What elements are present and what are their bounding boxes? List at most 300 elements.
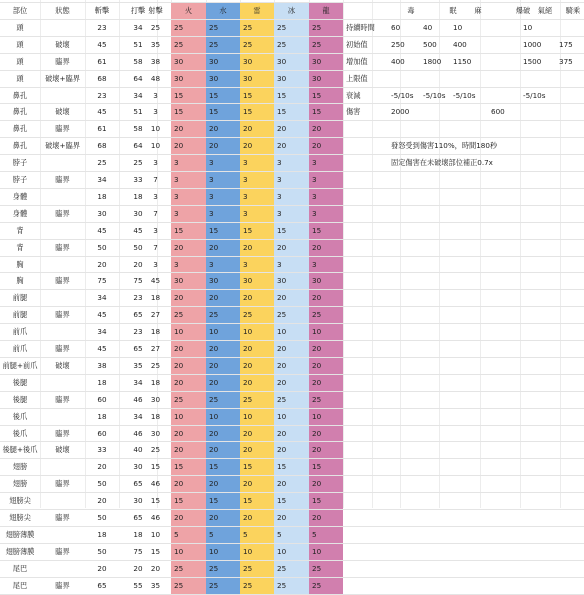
status-value: -5/10s bbox=[523, 90, 546, 100]
table-row bbox=[0, 289, 584, 306]
element-cell: 3 bbox=[171, 188, 206, 205]
element-cell: 20 bbox=[171, 374, 206, 391]
table-row bbox=[0, 171, 584, 188]
status-value bbox=[450, 103, 484, 120]
element-cell: 25 bbox=[309, 19, 343, 36]
physical-cell: 35 bbox=[150, 39, 161, 49]
element-cell: 3 bbox=[309, 205, 343, 222]
element-cell: 3 bbox=[309, 154, 343, 171]
element-cell: 20 bbox=[274, 239, 309, 256]
physical-cell: 45 bbox=[97, 39, 107, 49]
physical-cell: 18 bbox=[150, 377, 161, 387]
element-cell: 20 bbox=[309, 239, 343, 256]
status-value bbox=[488, 36, 522, 53]
column-header: 射擊 bbox=[148, 6, 163, 15]
element-cell: 3 bbox=[309, 256, 343, 273]
grid-hline bbox=[0, 509, 584, 510]
element-cell: 3 bbox=[309, 171, 343, 188]
status-row bbox=[0, 87, 584, 104]
status-value: 375 bbox=[559, 56, 573, 66]
part-cell: 翅膀薄膜 bbox=[5, 546, 35, 556]
element-cell: 25 bbox=[309, 306, 343, 323]
status-label: 上限值 bbox=[346, 73, 368, 83]
element-cell: 10 bbox=[206, 543, 240, 560]
element-cell: 10 bbox=[309, 543, 343, 560]
element-cell: 20 bbox=[309, 441, 343, 458]
element-cell: 25 bbox=[274, 577, 309, 594]
status-value: 2000 bbox=[391, 107, 410, 117]
element-cell: 20 bbox=[171, 475, 206, 492]
grid-hline bbox=[0, 256, 584, 257]
element-cell: 20 bbox=[240, 289, 274, 306]
element-cell: 3 bbox=[274, 171, 309, 188]
element-cell: 30 bbox=[309, 70, 343, 87]
element-cell: 3 bbox=[171, 256, 206, 273]
element-cell: 5 bbox=[240, 526, 274, 543]
element-cell: 30 bbox=[309, 272, 343, 289]
physical-cell: 30 bbox=[133, 462, 143, 472]
physical-cell: 34 bbox=[133, 377, 143, 387]
state-cell: 臨界 bbox=[55, 344, 70, 353]
part-cell: 脖子 bbox=[12, 175, 28, 184]
table-row bbox=[0, 560, 584, 577]
table-row bbox=[0, 374, 584, 391]
physical-cell: 30 bbox=[133, 496, 143, 506]
element-cell: 20 bbox=[240, 441, 274, 458]
element-cell: 20 bbox=[240, 475, 274, 492]
physical-cell: 30 bbox=[97, 208, 107, 218]
grid-hline bbox=[0, 120, 584, 121]
physical-cell: 61 bbox=[97, 56, 107, 66]
status-value: 1500 bbox=[523, 56, 542, 66]
status-row bbox=[0, 70, 584, 87]
element-cell: 15 bbox=[240, 103, 274, 120]
element-cell: 5 bbox=[274, 526, 309, 543]
element-cell: 10 bbox=[240, 323, 274, 340]
physical-cell: 46 bbox=[133, 428, 143, 438]
physical-cell: 7 bbox=[153, 242, 158, 252]
physical-cell: 50 bbox=[97, 513, 107, 522]
table-row bbox=[0, 408, 584, 425]
state-cell: 臨界 bbox=[55, 242, 70, 252]
status-label: 持續時間 bbox=[346, 22, 375, 32]
state-cell: 破壞+臨界 bbox=[45, 73, 80, 83]
physical-cell: 3 bbox=[153, 191, 158, 201]
element-cell: 25 bbox=[274, 36, 309, 53]
element-cell: 15 bbox=[309, 103, 343, 120]
element-cell: 30 bbox=[206, 272, 240, 289]
physical-cell: 20 bbox=[97, 563, 107, 573]
element-cell: 30 bbox=[309, 53, 343, 70]
column-header: 部位 bbox=[12, 6, 28, 15]
part-cell: 背 bbox=[16, 225, 24, 235]
status-value bbox=[420, 70, 454, 87]
state-cell: 臨界 bbox=[55, 124, 70, 134]
element-cell: 10 bbox=[309, 408, 343, 425]
element-cell: 25 bbox=[171, 19, 206, 36]
element-cell: 10 bbox=[274, 408, 309, 425]
element-cell: 20 bbox=[240, 120, 274, 137]
state-cell: 破壞+臨界 bbox=[45, 141, 80, 151]
physical-cell: 34 bbox=[133, 22, 143, 32]
table-row bbox=[0, 272, 584, 289]
physical-cell: 7 bbox=[153, 175, 158, 184]
element-cell: 15 bbox=[274, 222, 309, 239]
element-cell: 10 bbox=[171, 408, 206, 425]
element-cell: 20 bbox=[274, 357, 309, 374]
status-value: -5/10s bbox=[453, 90, 476, 100]
physical-cell: 30 bbox=[150, 394, 161, 404]
element-cell: 20 bbox=[171, 289, 206, 306]
element-cell: 30 bbox=[274, 272, 309, 289]
part-cell: 後腿 bbox=[12, 394, 28, 404]
physical-cell: 45 bbox=[133, 225, 143, 235]
column-header: 雷 bbox=[240, 2, 274, 19]
physical-cell: 18 bbox=[150, 327, 161, 337]
element-cell: 25 bbox=[206, 36, 240, 53]
element-cell: 3 bbox=[240, 256, 274, 273]
element-cell: 15 bbox=[240, 492, 274, 509]
table-row bbox=[0, 391, 584, 408]
element-cell: 25 bbox=[240, 577, 274, 594]
physical-cell: 3 bbox=[153, 225, 158, 235]
element-cell: 10 bbox=[274, 543, 309, 560]
status-value bbox=[388, 70, 422, 87]
element-cell: 3 bbox=[206, 188, 240, 205]
grid-hline bbox=[0, 306, 584, 307]
physical-cell: 25 bbox=[150, 22, 161, 32]
element-cell: 10 bbox=[240, 543, 274, 560]
state-cell: 臨界 bbox=[55, 580, 70, 590]
element-cell: 15 bbox=[274, 492, 309, 509]
part-cell: 頭 bbox=[16, 39, 24, 49]
physical-cell: 75 bbox=[133, 546, 143, 556]
element-cell: 30 bbox=[274, 70, 309, 87]
status-value: 1000 bbox=[523, 39, 542, 49]
element-cell: 20 bbox=[274, 509, 309, 526]
grid-hline bbox=[0, 272, 584, 273]
physical-cell: 15 bbox=[150, 546, 161, 556]
status-header-row bbox=[0, 2, 584, 19]
element-cell: 20 bbox=[240, 357, 274, 374]
element-cell: 3 bbox=[240, 188, 274, 205]
element-cell: 10 bbox=[171, 543, 206, 560]
grid-hline bbox=[0, 188, 584, 189]
state-cell: 臨界 bbox=[55, 394, 70, 404]
part-cell: 前腿 bbox=[12, 293, 28, 303]
physical-cell: 50 bbox=[97, 546, 107, 556]
status-value bbox=[488, 87, 522, 104]
element-cell: 3 bbox=[206, 154, 240, 171]
element-cell: 15 bbox=[274, 103, 309, 120]
physical-cell: 18 bbox=[133, 191, 143, 201]
physical-cell: 50 bbox=[97, 242, 107, 252]
physical-cell: 60 bbox=[97, 394, 107, 404]
element-cell: 15 bbox=[309, 458, 343, 475]
element-cell: 20 bbox=[309, 374, 343, 391]
status-value: 1800 bbox=[423, 56, 442, 66]
element-cell: 25 bbox=[206, 560, 240, 577]
physical-cell: 33 bbox=[133, 175, 143, 184]
physical-cell: 30 bbox=[150, 428, 161, 438]
status-row bbox=[0, 19, 584, 36]
element-cell: 20 bbox=[206, 509, 240, 526]
element-cell: 15 bbox=[171, 87, 206, 104]
element-cell: 25 bbox=[274, 391, 309, 408]
element-cell: 10 bbox=[309, 323, 343, 340]
table-row bbox=[0, 475, 584, 492]
physical-cell: 65 bbox=[133, 344, 143, 353]
physical-cell: 65 bbox=[133, 479, 143, 489]
element-cell: 20 bbox=[206, 357, 240, 374]
physical-cell: 46 bbox=[133, 394, 143, 404]
physical-cell: 46 bbox=[150, 479, 161, 489]
element-cell: 15 bbox=[240, 458, 274, 475]
part-cell: 鼻孔 bbox=[12, 124, 28, 134]
element-cell: 20 bbox=[309, 120, 343, 137]
physical-cell: 65 bbox=[133, 513, 143, 522]
state-cell: 臨界 bbox=[55, 546, 70, 556]
element-cell: 20 bbox=[274, 475, 309, 492]
element-cell: 15 bbox=[206, 492, 240, 509]
physical-cell: 40 bbox=[133, 445, 143, 455]
element-cell: 20 bbox=[206, 425, 240, 442]
part-cell: 翅膀尖 bbox=[9, 513, 31, 522]
status-value bbox=[556, 103, 584, 120]
physical-cell: 51 bbox=[133, 39, 143, 49]
physical-cell: 61 bbox=[97, 124, 107, 134]
part-cell: 後爪 bbox=[12, 428, 28, 438]
element-cell: 25 bbox=[240, 19, 274, 36]
element-cell: 30 bbox=[240, 53, 274, 70]
part-cell: 翅膀薄膜 bbox=[5, 529, 35, 539]
element-cell: 20 bbox=[240, 239, 274, 256]
element-cell: 5 bbox=[309, 526, 343, 543]
grid-hline bbox=[0, 391, 584, 392]
status-value: 175 bbox=[559, 39, 573, 49]
element-cell: 3 bbox=[206, 205, 240, 222]
state-cell: 破壞 bbox=[55, 107, 70, 117]
element-cell: 20 bbox=[274, 441, 309, 458]
grid-hline bbox=[0, 323, 584, 324]
state-cell bbox=[40, 458, 85, 475]
physical-cell: 48 bbox=[150, 73, 161, 83]
element-cell: 20 bbox=[309, 425, 343, 442]
state-cell bbox=[40, 408, 85, 425]
element-cell: 20 bbox=[206, 137, 240, 154]
state-cell bbox=[40, 256, 85, 273]
grid-hline bbox=[0, 458, 584, 459]
element-cell: 20 bbox=[309, 509, 343, 526]
element-cell: 30 bbox=[171, 70, 206, 87]
physical-cell: 60 bbox=[97, 428, 107, 438]
table-row bbox=[0, 492, 584, 509]
physical-cell: 64 bbox=[133, 73, 143, 83]
status-value: 40 bbox=[423, 22, 433, 32]
element-cell: 15 bbox=[309, 87, 343, 104]
table-row bbox=[0, 120, 584, 137]
physical-cell: 45 bbox=[97, 344, 107, 353]
state-cell: 破壞 bbox=[55, 360, 70, 370]
grid-hline bbox=[0, 340, 584, 341]
element-cell: 20 bbox=[274, 340, 309, 357]
status-value: -5/10s bbox=[423, 90, 446, 100]
part-cell: 後腿+後爪 bbox=[2, 445, 38, 455]
element-cell: 25 bbox=[171, 560, 206, 577]
element-cell: 20 bbox=[309, 137, 343, 154]
physical-cell: 3 bbox=[153, 158, 158, 168]
status-value: -5/10s bbox=[391, 90, 414, 100]
physical-cell: 38 bbox=[97, 360, 107, 370]
element-cell: 15 bbox=[206, 222, 240, 239]
element-cell: 15 bbox=[171, 222, 206, 239]
status-value bbox=[488, 19, 522, 36]
state-cell bbox=[40, 560, 85, 577]
element-cell: 15 bbox=[240, 222, 274, 239]
status-label: 衰減 bbox=[346, 90, 361, 100]
physical-cell: 50 bbox=[133, 242, 143, 252]
column-header: 冰 bbox=[274, 2, 309, 19]
grid-hline bbox=[0, 289, 584, 290]
element-cell: 25 bbox=[171, 577, 206, 594]
grid-hline bbox=[0, 425, 584, 426]
element-cell: 25 bbox=[240, 36, 274, 53]
table-row bbox=[0, 458, 584, 475]
physical-cell: 18 bbox=[97, 377, 107, 387]
element-cell: 15 bbox=[274, 458, 309, 475]
element-cell: 10 bbox=[171, 323, 206, 340]
element-cell: 20 bbox=[274, 120, 309, 137]
table-row bbox=[0, 441, 584, 458]
status-value bbox=[488, 53, 522, 70]
physical-cell: 50 bbox=[97, 479, 107, 489]
grid-hline bbox=[0, 171, 584, 172]
element-cell: 20 bbox=[206, 475, 240, 492]
part-cell: 後爪 bbox=[12, 411, 28, 421]
part-cell: 頭 bbox=[16, 22, 24, 32]
physical-cell: 64 bbox=[133, 141, 143, 151]
status-value: 600 bbox=[491, 107, 505, 117]
element-cell: 20 bbox=[206, 441, 240, 458]
element-cell: 20 bbox=[206, 289, 240, 306]
physical-cell: 55 bbox=[133, 580, 143, 590]
grid-hline bbox=[0, 577, 584, 578]
status-value bbox=[556, 19, 584, 36]
element-cell: 15 bbox=[171, 492, 206, 509]
element-cell: 20 bbox=[274, 425, 309, 442]
physical-cell: 25 bbox=[150, 360, 161, 370]
physical-cell: 34 bbox=[133, 90, 143, 100]
physical-cell: 20 bbox=[97, 462, 107, 472]
column-header: 水 bbox=[206, 2, 240, 19]
element-cell: 15 bbox=[171, 458, 206, 475]
part-cell: 尾巴 bbox=[12, 580, 28, 590]
element-cell: 5 bbox=[171, 526, 206, 543]
physical-cell: 15 bbox=[150, 496, 161, 506]
status-value: 10 bbox=[523, 22, 533, 32]
element-cell: 10 bbox=[206, 408, 240, 425]
physical-cell: 3 bbox=[153, 107, 158, 117]
state-cell: 臨界 bbox=[55, 208, 70, 218]
element-cell: 15 bbox=[309, 492, 343, 509]
element-cell: 15 bbox=[240, 87, 274, 104]
element-cell: 10 bbox=[274, 323, 309, 340]
status-value bbox=[556, 70, 584, 87]
physical-cell: 10 bbox=[150, 124, 161, 134]
part-cell: 脖子 bbox=[12, 158, 28, 168]
state-cell: 臨界 bbox=[55, 276, 70, 286]
element-cell: 30 bbox=[171, 53, 206, 70]
grid-hline bbox=[0, 205, 584, 206]
status-label: 增加值 bbox=[346, 56, 368, 66]
grid-hline bbox=[0, 526, 584, 527]
note-row bbox=[0, 154, 584, 171]
note-text: 發怒受到傷害110%，時間180秒 bbox=[391, 141, 498, 151]
element-cell: 3 bbox=[171, 154, 206, 171]
grid-hline bbox=[0, 492, 584, 493]
physical-cell: 45 bbox=[97, 310, 107, 320]
element-cell: 10 bbox=[240, 408, 274, 425]
physical-cell: 58 bbox=[133, 124, 143, 134]
physical-cell: 18 bbox=[150, 293, 161, 303]
physical-cell: 3 bbox=[153, 259, 158, 269]
part-cell: 前腿 bbox=[12, 310, 28, 320]
physical-cell: 23 bbox=[97, 90, 107, 100]
state-cell: 臨界 bbox=[55, 310, 70, 320]
part-cell: 前爪 bbox=[12, 327, 28, 337]
status-column-header: 騎乘 bbox=[565, 6, 581, 15]
part-cell: 身體 bbox=[12, 191, 28, 201]
physical-cell: 18 bbox=[97, 191, 107, 201]
part-cell: 前爪 bbox=[12, 344, 28, 353]
element-cell: 20 bbox=[274, 137, 309, 154]
status-value bbox=[488, 70, 522, 87]
physical-cell: 34 bbox=[97, 293, 107, 303]
element-cell: 25 bbox=[171, 36, 206, 53]
element-cell: 20 bbox=[171, 340, 206, 357]
grid-hline bbox=[0, 543, 584, 544]
element-cell: 30 bbox=[206, 53, 240, 70]
element-cell: 20 bbox=[240, 509, 274, 526]
status-row bbox=[0, 53, 584, 70]
part-cell: 頭 bbox=[16, 56, 24, 66]
status-value bbox=[420, 103, 454, 120]
physical-cell: 30 bbox=[133, 208, 143, 218]
element-cell: 25 bbox=[274, 19, 309, 36]
status-column-header: 眠 bbox=[449, 6, 457, 15]
element-cell: 20 bbox=[240, 340, 274, 357]
grid-hline bbox=[0, 222, 584, 223]
state-cell bbox=[40, 323, 85, 340]
element-cell: 20 bbox=[274, 374, 309, 391]
element-cell: 20 bbox=[240, 137, 274, 154]
physical-cell: 46 bbox=[150, 513, 161, 522]
column-header: 打擊 bbox=[130, 6, 146, 15]
state-cell: 破壞 bbox=[55, 445, 70, 455]
element-cell: 20 bbox=[309, 340, 343, 357]
physical-cell: 20 bbox=[150, 563, 161, 573]
element-cell: 25 bbox=[171, 306, 206, 323]
status-value bbox=[520, 103, 554, 120]
element-cell: 25 bbox=[309, 391, 343, 408]
physical-cell: 23 bbox=[133, 293, 143, 303]
element-cell: 3 bbox=[309, 188, 343, 205]
physical-cell: 25 bbox=[133, 158, 143, 168]
element-cell: 30 bbox=[171, 272, 206, 289]
part-cell: 頭 bbox=[16, 73, 24, 83]
physical-cell: 18 bbox=[97, 411, 107, 421]
grid-hline bbox=[0, 374, 584, 375]
